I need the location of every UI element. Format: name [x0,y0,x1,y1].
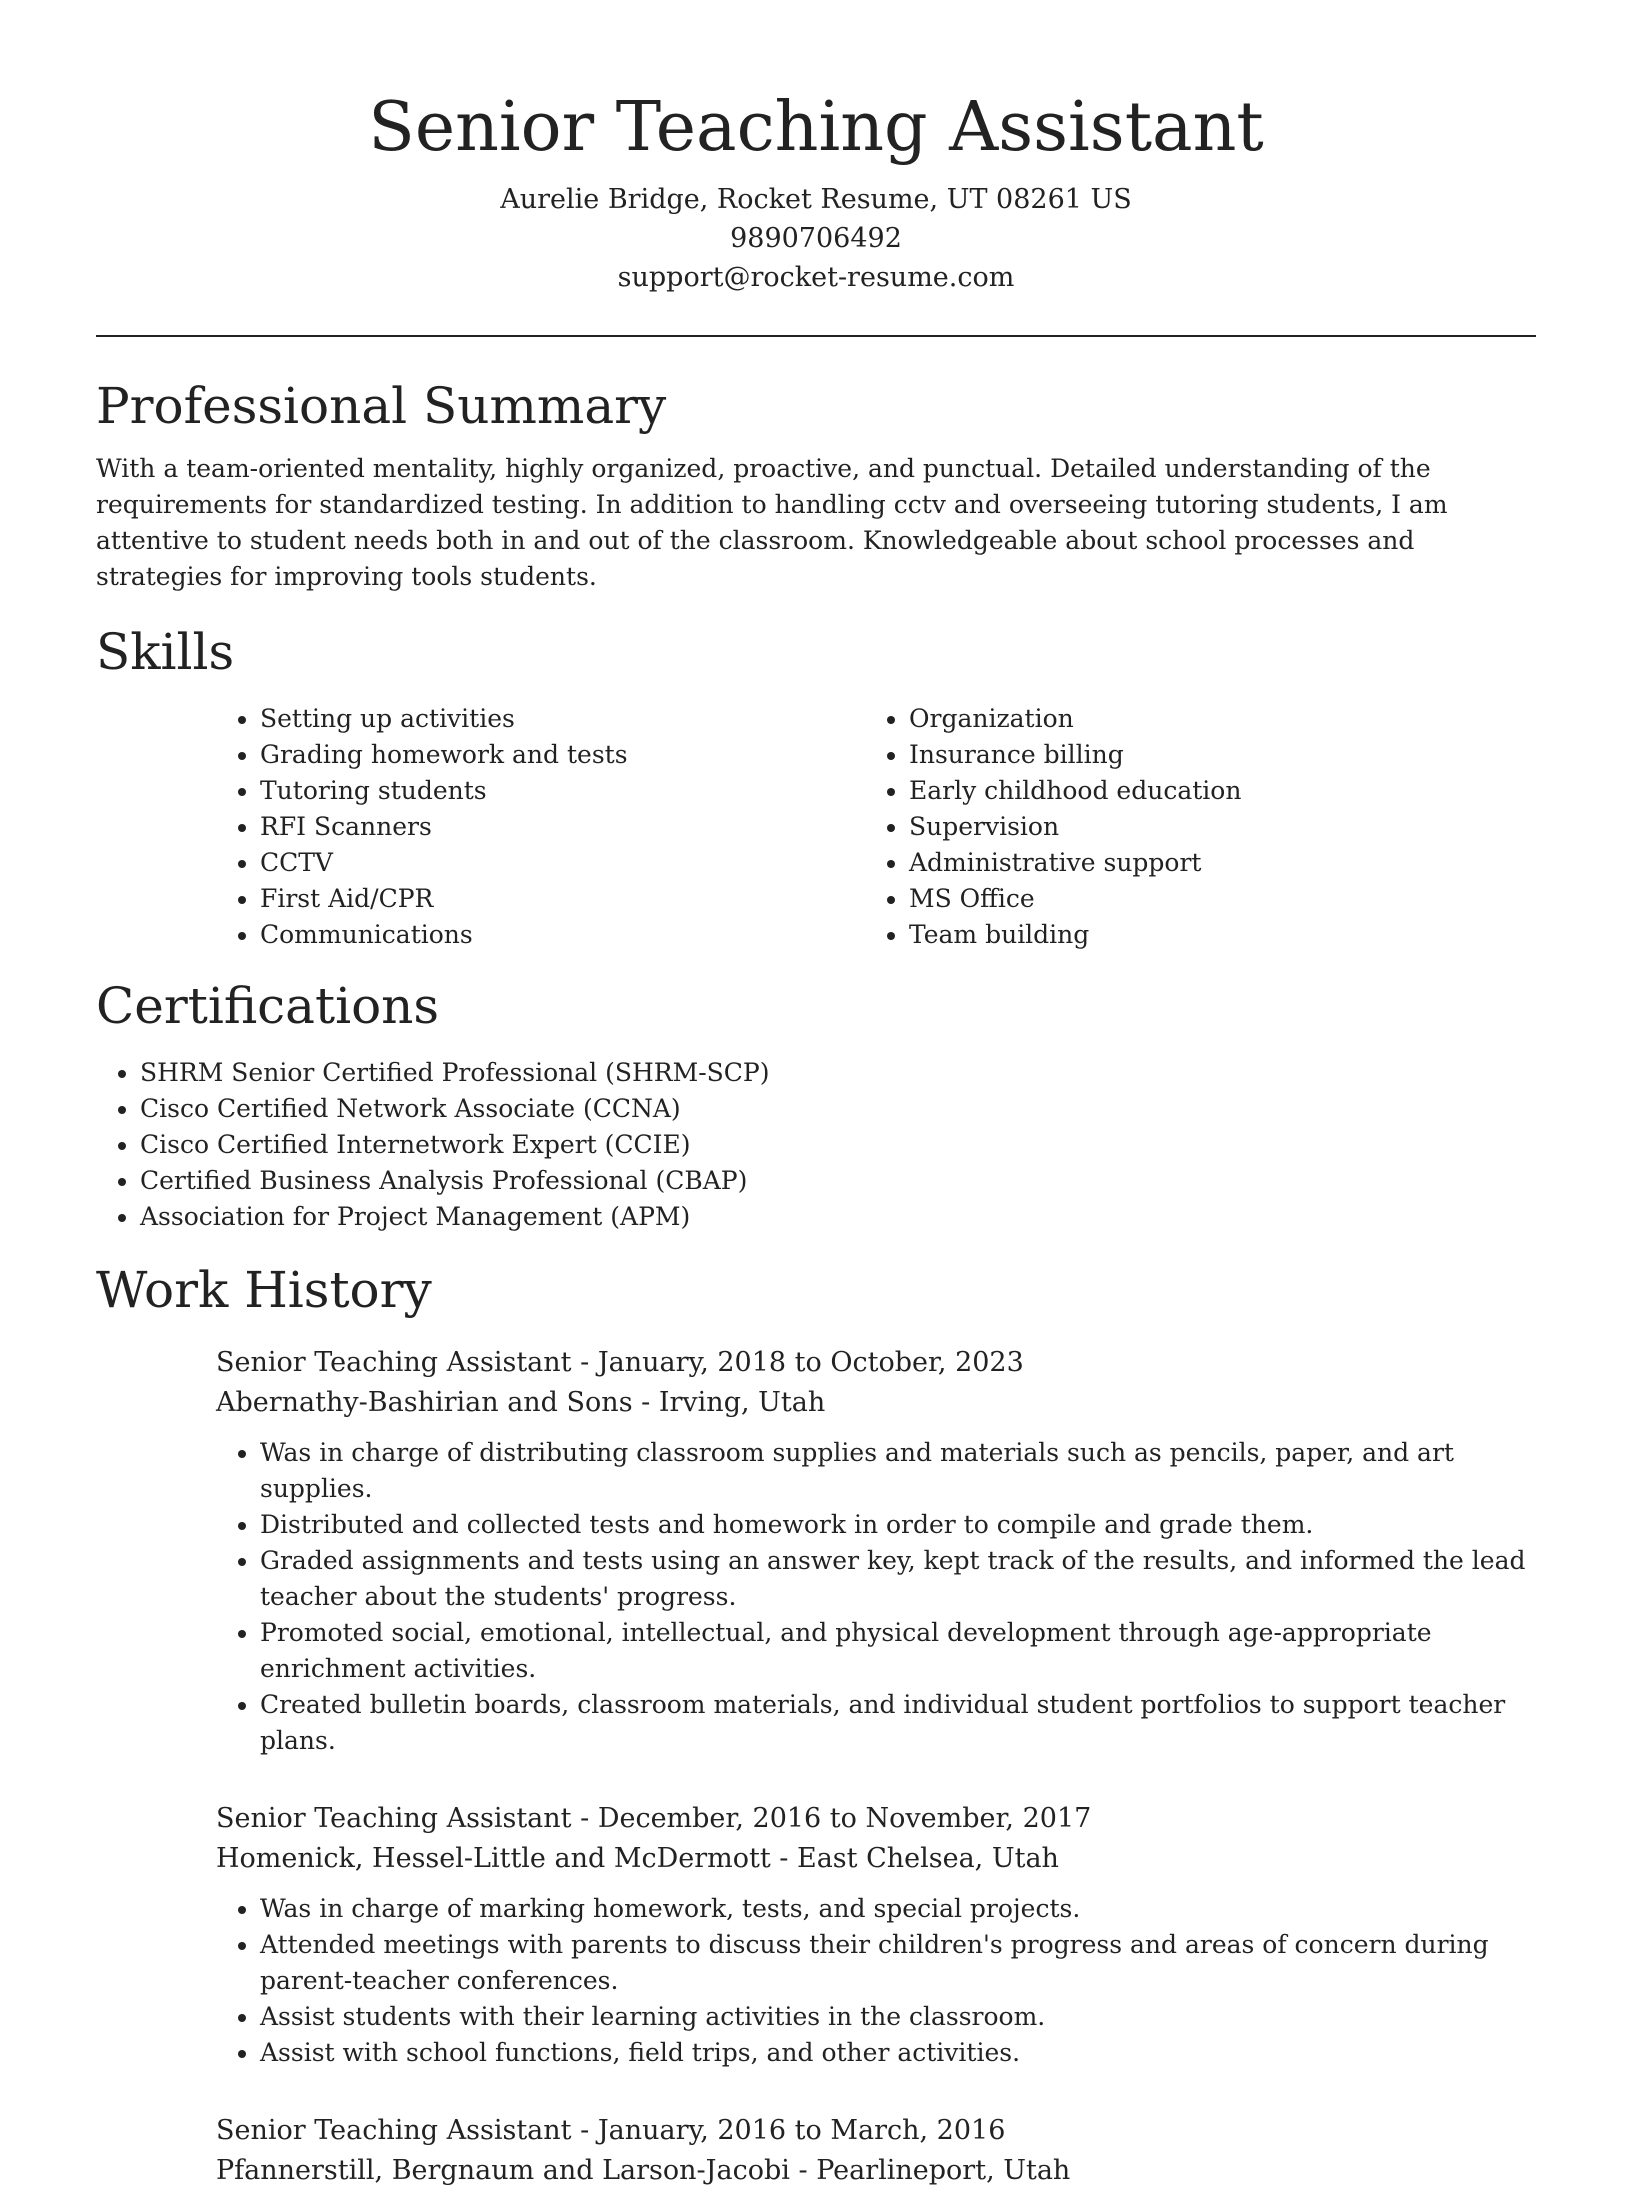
job-company-line [216,1383,1536,1423]
skill-item: • Grading homework and tests [260,737,865,773]
contact-address: Aurelie Bridge, Rocket Resume, UT 08261 US [500,184,1132,215]
job-dates: - January, 2016 to March, 2016 [571,2115,1006,2146]
skill-item: • Supervision [909,809,1514,845]
skill-item: • Administrative support [909,845,1514,881]
skill-item: • MS Office [909,881,1514,917]
skill-item: • Setting up activities [260,701,865,737]
job-location: - Pearlineport, Utah [789,2155,1071,2186]
summary-heading: Professional Summary [96,377,667,435]
job-title-line [216,2111,1536,2151]
job-location: - East Chelsea, Utah [770,1843,1059,1874]
summary-section [96,375,1536,595]
job-title-line [216,1799,1536,1839]
header-divider [96,335,1536,337]
skill-item: • Organization [909,701,1514,737]
job-bullet: • Attended meetings with parents to discuss their children's progress and areas of concern during parent-teacher conferences. [260,1927,1536,1999]
skill-item: • Early childhood education [909,773,1514,809]
job-bullet: • Was in charge of marking homework, tests, and special projects. [260,1891,1536,1927]
work-history-section [96,1259,1536,2191]
resume-page [96,84,1536,2191]
certification-item: • SHRM Senior Certified Professional (SHRM-SCP) [140,1055,1536,1091]
job-entry [216,2111,1536,2191]
skills-left-list [216,701,865,953]
skill-item: • Team building [909,917,1514,953]
job-bullets [216,1891,1536,2071]
job-dates: - December, 2016 to November, 2017 [571,1803,1092,1834]
skills-section [96,621,1536,953]
job-bullets [216,1435,1536,1759]
job-title: Senior Teaching Assistant [216,1803,572,1834]
contact-email: support@rocket-resume.com [617,262,1015,293]
skill-item: • Insurance billing [909,737,1514,773]
summary-text: With a team-oriented mentality, highly organized, proactive, and punctual. Detailed understanding of the requirements for standardized testing. In addition to handling cctv and overseeing tutoring students, I am attentive to student needs both in and out of the classroom. Knowledgeable about school processes and strategies for improving tools students. [96,454,1448,591]
job-dates: - January, 2018 to October, 2023 [571,1347,1024,1378]
job-company: Pfannerstill, Bergnaum and Larson-Jacobi [216,2155,790,2186]
skills-columns [216,701,1536,953]
job-company: Abernathy-Bashirian and Sons [216,1387,633,1418]
contact-block [96,180,1536,297]
skill-item: • CCTV [260,845,865,881]
skill-item: • RFI Scanners [260,809,865,845]
certification-item: • Certified Business Analysis Professional (CBAP) [140,1163,1536,1199]
job-bullet: • Assist with school functions, field trips, and other activities. [260,2035,1536,2071]
job-location: - Irving, Utah [632,1387,826,1418]
job-company-line [216,1839,1536,1879]
job-title: Senior Teaching Assistant [216,2115,572,2146]
job-title-line [216,1343,1536,1383]
skill-item: • Communications [260,917,865,953]
job-bullet: • Promoted social, emotional, intellectual, and physical development through age-appropriate enrichment activities. [260,1615,1536,1687]
skill-item: • First Aid/CPR [260,881,865,917]
job-company: Homenick, Hessel-Little and McDermott [216,1843,771,1874]
job-bullet: • Created bulletin boards, classroom materials, and individual student portfolios to support teacher plans. [260,1687,1536,1759]
job-company-line [216,2151,1536,2191]
skill-item: • Tutoring students [260,773,865,809]
work-history-heading: Work History [96,1261,432,1319]
certifications-section [96,975,1536,1235]
certifications-list [96,1055,1536,1235]
job-bullet: • Assist students with their learning activities in the classroom. [260,1999,1536,2035]
skills-heading: Skills [96,623,235,681]
job-entry [216,1343,1536,1759]
job-bullet: • Distributed and collected tests and homework in order to compile and grade them. [260,1507,1536,1543]
skills-right-list [865,701,1514,953]
certification-item: • Cisco Certified Internetwork Expert (CCIE) [140,1127,1536,1163]
job-entry [216,1799,1536,2071]
job-bullet: • Was in charge of distributing classroom supplies and materials such as pencils, paper, and art supplies. [260,1435,1536,1507]
job-bullet: • Graded assignments and tests using an answer key, kept track of the results, and informed the lead teacher about the students' progress. [260,1543,1536,1615]
contact-phone: 9890706492 [730,223,902,254]
certification-item: • Cisco Certified Network Associate (CCNA) [140,1091,1536,1127]
job-title: Senior Teaching Assistant [216,1347,572,1378]
resume-name: Senior Teaching Assistant [368,88,1264,167]
certifications-heading: Certifications [96,977,440,1035]
certification-item: • Association for Project Management (APM) [140,1199,1536,1235]
